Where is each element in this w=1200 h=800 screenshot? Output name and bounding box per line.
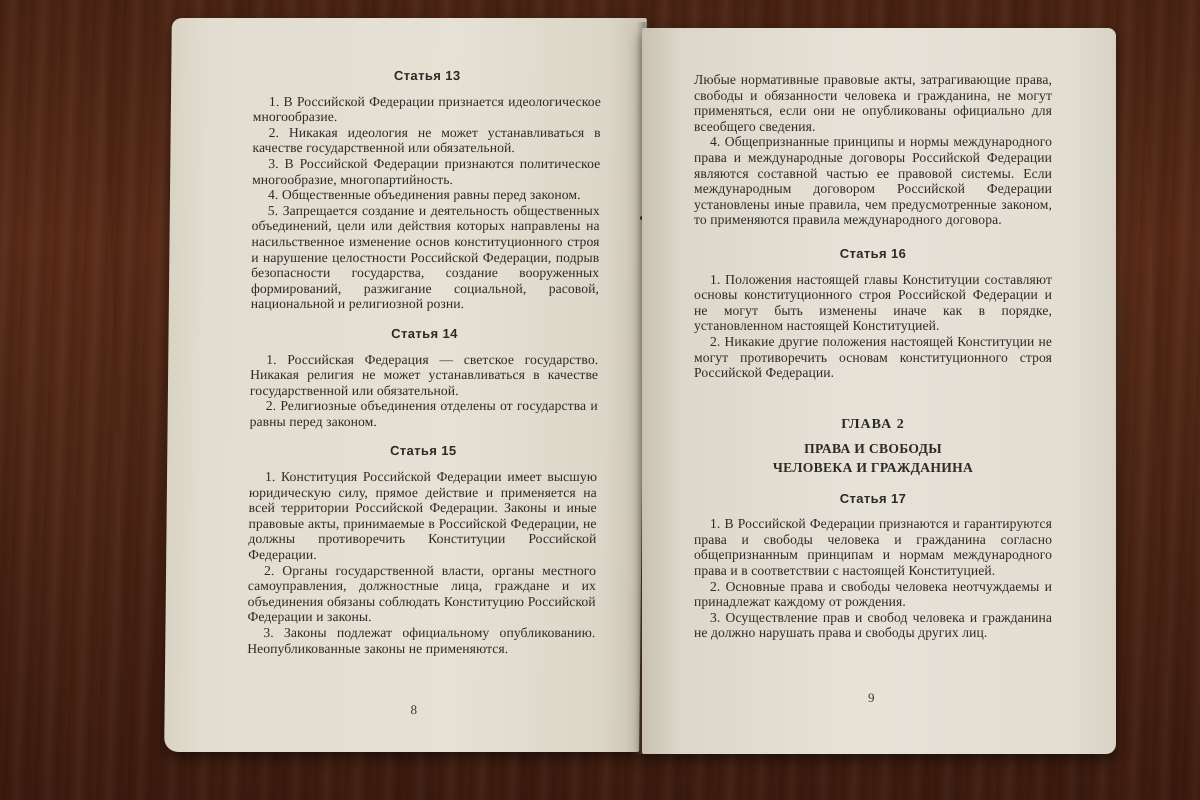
article-13-title: Статья 13 (393, 68, 461, 83)
article-13-paragraph: 5. Запрещается создание и деятельность общественных объединений, цели или действия которых направлены на насильственное изменение основ конституционного строя и нарушение целостности Российской Федерации, подрыв безопасности государства, создание вооруженных формирований, разжигание социальной, расовой, национальной и религиозной розни. (250, 202, 600, 312)
article-13-paragraph: 3. В Российской Федерации признаются политическое многообразие, многопартийность. (252, 155, 601, 187)
article-17-title: Статья 17 (839, 490, 907, 506)
chapter-label: ГЛАВА 2 (841, 416, 905, 432)
right-page-text (694, 72, 1052, 641)
article-17-paragraph: 3. Осуществление прав и свобод человека и гражданина не должно нарушать права и свободы других лиц. (694, 609, 1052, 641)
page-number-left: 8 (410, 702, 418, 717)
article-17-paragraph: 1. В Российской Федерации признаются и гарантируются права и свободы человека и гражданина согласно общепризнанным принципам и нормам международного права и в соответствии с настоящей Конституцией. (694, 516, 1052, 579)
page-number-right: 9 (868, 690, 875, 705)
left-page (164, 18, 647, 752)
article-14-paragraph: 2. Религиозные объединения отделены от государства и равны перед законом. (249, 398, 598, 429)
article-14-title: Статья 14 (391, 325, 458, 341)
article-16-paragraph: 2. Никакие другие положения настоящей Конституции не могут противоречить основам конституционного строя Российской Федерации. (694, 333, 1052, 381)
article-15-paragraph: 4. Общепризнанные принципы и нормы международного права и международные договоры Российской Федерации являются составной частью ее правовой системы. Если международным договором Российской Федерации установлены иные правила, чем предусмотренные законом, то применяются правила международного договора. (694, 134, 1052, 228)
left-page-text (247, 68, 601, 656)
article-15-title: Статья 15 (389, 443, 457, 459)
article-15-continuation: Любые нормативные правовые акты, затрагивающие права, свободы и обязанности человека и гражданина, не могут применяться, если они не опубликованы официально для всеобщего сведения. (694, 72, 1052, 134)
article-14-paragraph: 1. Российская Федерация — светское государство. Никакая религия не может устанавливаться в качестве государственной или обязательной. (249, 351, 599, 398)
article-16-title: Статья 16 (839, 245, 907, 261)
chapter-title-line-1: ПРАВА И СВОБОДЫ (804, 440, 942, 456)
right-page (642, 28, 1116, 754)
article-15-paragraph: 3. Законы подлежат официальному опубликованию. Неопубликованные законы не применяются. (247, 625, 596, 656)
article-16-paragraph: 1. Положения настоящей главы Конституции составляют основы конституционного строя Российской Федерации и не могут быть изменены иначе как в порядке, установленном настоящей Конституцией. (694, 271, 1052, 334)
article-13-paragraph: 4. Общественные объединения равны перед законом. (267, 187, 581, 203)
article-13-paragraph: 1. В Российской Федерации признается идеологическое многообразие. (252, 93, 602, 125)
article-15-paragraph: 1. Конституция Российской Федерации имеет высшую юридическую силу, прямое действие и применяется на всей территории Российской Федерации. Законы и иные правовые акты, принимаемые в Российской Федерации, не должны противоречить Конституции Российской Федерации. (248, 469, 598, 563)
article-15-paragraph: 2. Органы государственной власти, органы местного самоуправления, должностные лица, граждане и их объединения обязаны соблюдать Конституцию Российской Федерации и законы. (247, 562, 597, 625)
chapter-title-line-2: ЧЕЛОВЕКА И ГРАЖДАНИНА (772, 459, 974, 475)
article-17-paragraph: 2. Основные права и свободы человека неотчуждаемы и принадлежат каждому от рождения. (694, 578, 1052, 610)
chapter-title (694, 439, 1052, 477)
article-13-paragraph: 2. Никакая идеология не может устанавливаться в качестве государственной или обязательной. (252, 124, 601, 156)
